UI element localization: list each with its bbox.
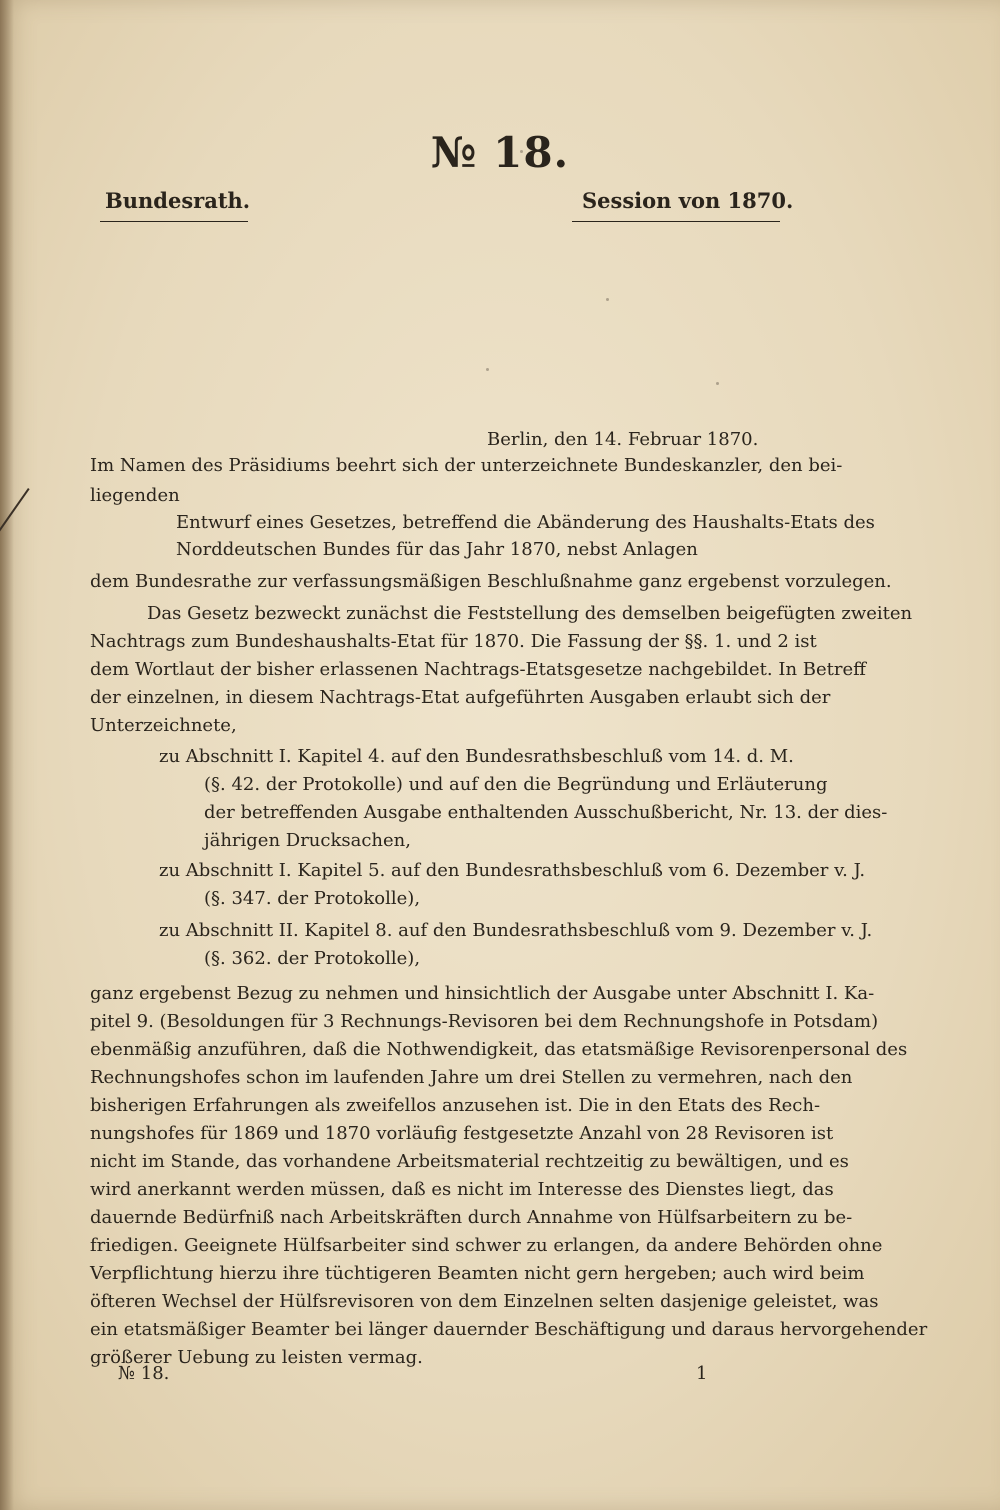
text-line: (§. 347. der Protokolle), bbox=[204, 888, 421, 909]
ink-speck bbox=[716, 382, 719, 385]
header-right: Session von 1870. bbox=[582, 188, 794, 213]
ink-speck bbox=[520, 150, 523, 153]
ink-speck bbox=[606, 298, 609, 301]
text-line: dem Bundesrathe zur verfassungsmäßigen Beschlußnahme ganz ergebenst vorzulegen. bbox=[90, 571, 892, 592]
text-line: Rechnungshofes schon im laufenden Jahre um drei Stellen zu vermehren, nach den bbox=[90, 1067, 853, 1088]
text-line: der betreffenden Ausgabe enthaltenden Ausschußbericht, Nr. 13. der dies- bbox=[204, 802, 888, 823]
text-line: öfteren Wechsel der Hülfsrevisoren von dem Einzelnen selten dasjenige geleistet, was bbox=[90, 1291, 879, 1312]
text-line: nungshofes für 1869 und 1870 vorläufig festgesetzte Anzahl von 28 Revisoren ist bbox=[90, 1123, 834, 1144]
header-left: Bundesrath. bbox=[105, 188, 251, 213]
text-line: ganz ergebenst Bezug zu nehmen und hinsichtlich der Ausgabe unter Abschnitt I. Ka- bbox=[90, 983, 875, 1004]
text-line: friedigen. Geeignete Hülfsarbeiter sind schwer zu erlangen, da andere Behörden ohne bbox=[90, 1235, 883, 1256]
text-line: größerer Uebung zu leisten vermag. bbox=[90, 1347, 423, 1368]
text-line: Unterzeichnete, bbox=[90, 715, 237, 736]
text-line: zu Abschnitt I. Kapitel 5. auf den Bundesrathsbeschluß vom 6. Dezember v. J. bbox=[159, 860, 866, 881]
header-left-rule bbox=[100, 221, 248, 222]
text-line: Im Namen des Präsidiums beehrt sich der unterzeichnete Bundeskanzler, den bei- bbox=[90, 455, 843, 476]
document-number: № 18. bbox=[430, 128, 570, 177]
text-line: ein etatsmäßiger Beamter bei länger dauernder Beschäftigung und daraus hervorgehender bbox=[90, 1319, 928, 1340]
text-line: dauernde Bedürfniß nach Arbeitskräften durch Annahme von Hülfsarbeitern zu be- bbox=[90, 1207, 853, 1228]
text-line: pitel 9. (Besoldungen für 3 Rechnungs-Revisoren bei dem Rechnungshofe in Potsdam) bbox=[90, 1011, 879, 1032]
page-edge-shadow bbox=[0, 0, 14, 1510]
text-line: bisherigen Erfahrungen als zweifellos anzusehen ist. Die in den Etats des Rech- bbox=[90, 1095, 821, 1116]
text-line: zu Abschnitt II. Kapitel 8. auf den Bundesrathsbeschluß vom 9. Dezember v. J. bbox=[159, 920, 873, 941]
dateline: Berlin, den 14. Februar 1870. bbox=[487, 429, 759, 450]
ink-speck bbox=[486, 368, 489, 371]
text-line: zu Abschnitt I. Kapitel 4. auf den Bundesrathsbeschluß vom 14. d. M. bbox=[159, 746, 794, 767]
text-line: nicht im Stande, das vorhandene Arbeitsmaterial rechtzeitig zu bewältigen, und es bbox=[90, 1151, 849, 1172]
text-line: Norddeutschen Bundes für das Jahr 1870, nebst Anlagen bbox=[176, 539, 698, 560]
page-number: 1 bbox=[696, 1363, 708, 1384]
text-line: Nachtrags zum Bundeshaushalts-Etat für 1870. Die Fassung der §§. 1. und 2 ist bbox=[90, 631, 817, 652]
text-line: der einzelnen, in diesem Nachtrags-Etat aufgeführten Ausgaben erlaubt sich der bbox=[90, 687, 831, 708]
text-line: (§. 362. der Protokolle), bbox=[204, 948, 421, 969]
text-line: wird anerkannt werden müssen, daß es nicht im Interesse des Dienstes liegt, das bbox=[90, 1179, 834, 1200]
header-right-rule bbox=[572, 221, 780, 222]
text-line: Das Gesetz bezweckt zunächst die Feststellung des demselben beigefügten zweiten bbox=[147, 603, 913, 624]
text-line: Entwurf eines Gesetzes, betreffend die Abänderung des Haushalts-Etats des bbox=[176, 512, 875, 533]
footer-number: № 18. bbox=[118, 1363, 170, 1384]
text-line: Verpflichtung hierzu ihre tüchtigeren Beamten nicht gern hergeben; auch wird beim bbox=[90, 1263, 865, 1284]
text-line: liegenden bbox=[90, 485, 180, 506]
text-line: ebenmäßig anzuführen, daß die Nothwendigkeit, das etatsmäßige Revisorenpersonal des bbox=[90, 1039, 908, 1060]
text-line: jährigen Drucksachen, bbox=[204, 830, 411, 851]
text-line: dem Wortlaut der bisher erlassenen Nachtrags-Etatsgesetze nachgebildet. In Betreff bbox=[90, 659, 866, 680]
text-line: (§. 42. der Protokolle) und auf den die Begründung und Erläuterung bbox=[204, 774, 828, 795]
